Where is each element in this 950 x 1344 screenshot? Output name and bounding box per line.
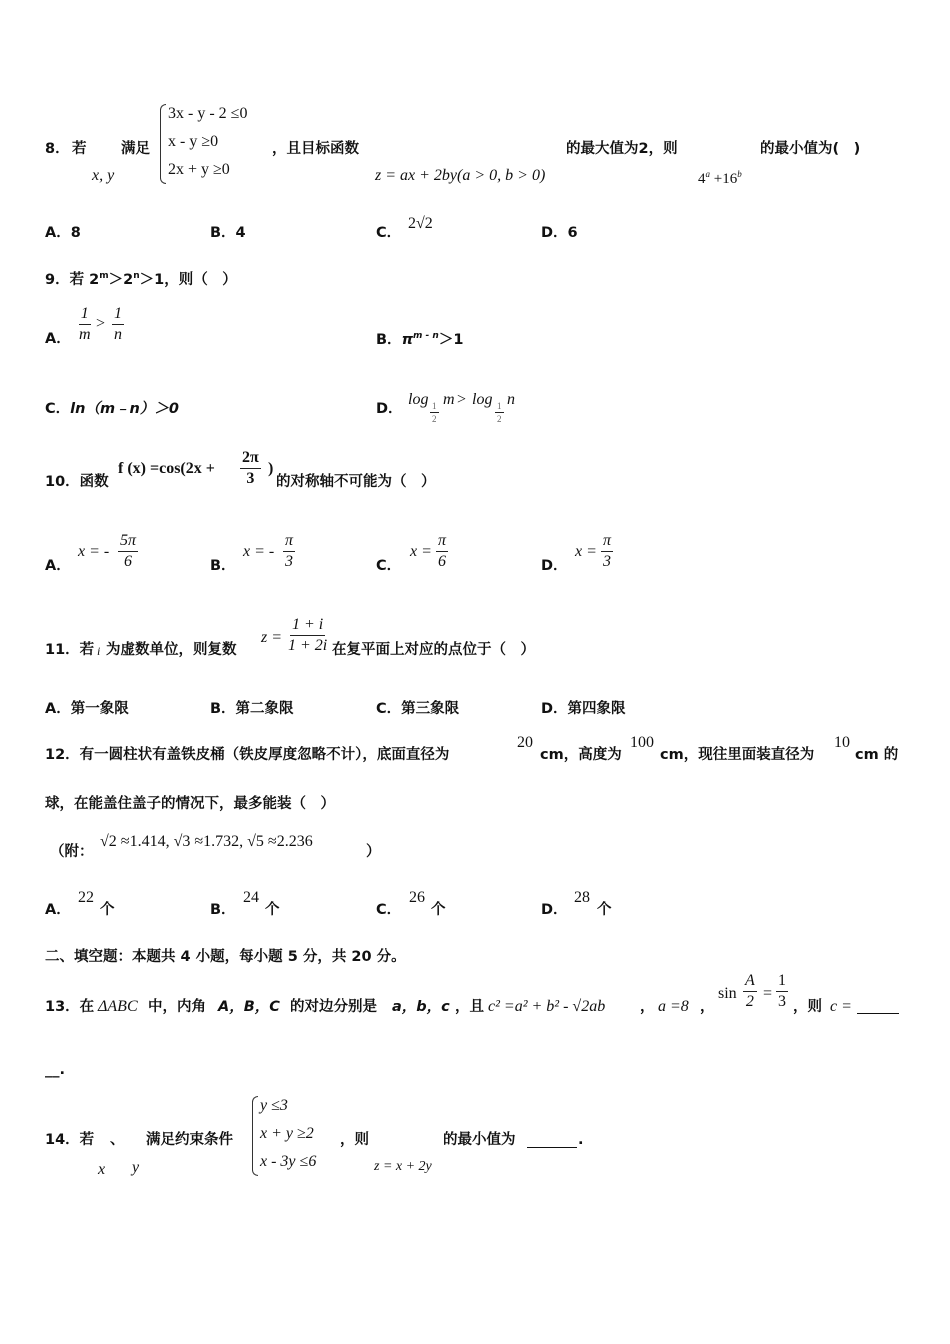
q12-option-d-label[interactable]: D． xyxy=(541,902,568,918)
q10-option-c-label[interactable]: C． xyxy=(376,558,402,574)
q14-constraint-2: x + y ≥2 xyxy=(260,1125,314,1142)
q10-d-pre: x = xyxy=(575,543,597,560)
q11-tail: 在复平面上对应的点位于（ ） xyxy=(332,642,535,658)
q13-stem: 13．在 xyxy=(45,999,95,1015)
q10-option-d-label[interactable]: D． xyxy=(541,558,568,574)
q13-equation: c² =a² + b² - √2ab xyxy=(488,998,606,1015)
q14-x: x xyxy=(98,1161,106,1178)
q11-option-b[interactable]: B．第二象限 xyxy=(210,701,294,717)
q8-constraint-2: x - y ≥0 xyxy=(168,133,219,150)
q10-b-pre: x = - xyxy=(243,543,275,560)
q12-stem: 12．有一圆柱状有盖铁皮桶（铁皮厚度忽略不计），底面直径为 xyxy=(45,747,450,763)
q13-value-frac: $\frac{1}{3}$ xyxy=(778,972,786,1010)
section-2-heading: 二、填空题：本题共 4 小题，每小题 5 分，共 20 分。 xyxy=(45,949,406,965)
q12-cm2: cm，现往里面装直径为 xyxy=(660,747,815,763)
q14-mid: 满足约束条件 xyxy=(146,1132,233,1148)
q12-cm3: cm 的 xyxy=(855,747,899,763)
q9-d-gt: > xyxy=(457,391,467,408)
q10-b-frac: $\frac{\pi}{3}$ xyxy=(285,532,294,570)
q9-option-a-label[interactable]: A． xyxy=(45,331,71,347)
q9-a-frac-2: $\frac{1}{n}$ xyxy=(114,305,122,343)
q14-brace xyxy=(252,1096,258,1176)
q8-option-c-label[interactable]: C． xyxy=(376,225,402,241)
q11-option-c[interactable]: C．第三象限 xyxy=(376,701,460,717)
q8-expression: $4^a +16^b$ xyxy=(698,169,742,187)
q10-frac: $\frac{2\pi}{3}$ xyxy=(242,449,259,487)
q8-objective: z = ax + 2by(a > 0, b > 0) xyxy=(375,167,546,184)
q10-option-b-label[interactable]: B． xyxy=(210,558,236,574)
q8-ruo: 若 xyxy=(72,141,87,157)
q9-option-b[interactable]: B．$\pi^{m - n}>1$ xyxy=(376,331,464,348)
q13-sin: sin xyxy=(718,985,737,1002)
q10-close: ) xyxy=(268,460,274,477)
q11-option-d[interactable]: D．第四象限 xyxy=(541,701,626,717)
q14-stem: 14．若 xyxy=(45,1132,95,1148)
q14-y: y xyxy=(132,1159,140,1176)
q9-stem: 9．若 $2^m>2^n>1$，则（ ） xyxy=(45,271,237,288)
q8-constraint-1: 3x - y - 2 ≤0 xyxy=(168,105,248,122)
q8-vars: x, y xyxy=(92,167,115,184)
q8-max: 的最大值为2，则 xyxy=(566,141,678,157)
q10-stem: 10．函数 xyxy=(45,474,109,490)
q9-d-m: m xyxy=(443,391,455,408)
q14-tail: 的最小值为 xyxy=(443,1132,516,1148)
q12-ball-diameter: 10 xyxy=(834,734,850,751)
q13-sides: a，b，c xyxy=(392,999,450,1015)
q13-then: ，则 xyxy=(793,999,822,1015)
q13-answer-blank-cont[interactable]: __. xyxy=(45,1062,66,1078)
q10-a-pre: x = - xyxy=(78,543,110,560)
q14-objective: z = x + 2y xyxy=(374,1159,432,1174)
q10-func: f (x) =cos(2x + xyxy=(118,460,215,477)
q12-option-c-value: 26 xyxy=(409,889,425,906)
q8-mid: ，且目标函数 xyxy=(272,141,359,157)
q10-d-frac: $\frac{\pi}{3}$ xyxy=(603,532,612,570)
q10-tail: 的对称轴不可能为（ ） xyxy=(276,474,436,490)
q8-option-a[interactable]: A．8 xyxy=(45,225,81,241)
q8-option-b[interactable]: B．4 xyxy=(210,225,246,241)
q12-note-close: ） xyxy=(366,844,381,860)
q12-height: 100 xyxy=(630,734,654,751)
q13-comma: ， xyxy=(640,999,655,1015)
q12-cm1: cm，高度为 xyxy=(540,747,622,763)
q12-option-d-unit: 个 xyxy=(597,902,612,918)
q8-end: 的最小值为( ) xyxy=(760,141,861,157)
q14-then: ，则 xyxy=(340,1132,369,1148)
q14-dun: 、 xyxy=(110,1132,125,1148)
q13-comma2: ， xyxy=(700,999,715,1015)
q12-option-c-label[interactable]: C． xyxy=(376,902,402,918)
q13-triangle: ΔABC xyxy=(98,998,138,1015)
q13-eq: = xyxy=(763,985,773,1002)
q12-note-math: √2 ≈1.414, √3 ≈1.732, √5 ≈2.236 xyxy=(100,833,313,850)
q12-option-b-value: 24 xyxy=(243,889,259,906)
q11-i: i xyxy=(97,644,101,658)
q13-answer-blank[interactable] xyxy=(857,1013,899,1014)
q10-option-a-label[interactable]: A． xyxy=(45,558,71,574)
q12-option-a-label[interactable]: A． xyxy=(45,902,71,918)
q8-option-c-value: 2√2 xyxy=(408,215,433,232)
q14-constraint-3: x - 3y ≤6 xyxy=(260,1153,317,1170)
q12-option-c-unit: 个 xyxy=(431,902,446,918)
q12-note-open: （附： xyxy=(50,844,94,860)
q13-angles: A，B，C xyxy=(218,999,280,1015)
q9-option-c[interactable]: C．ln（m﹣n）＞0 xyxy=(45,401,179,417)
q12-option-a-unit: 个 xyxy=(100,902,115,918)
q8-number: 8． xyxy=(45,141,70,157)
q12-line2: 球，在能盖住盖子的情况下，最多能装（ ） xyxy=(45,796,335,812)
q11-mid: 为虚数单位，则复数 xyxy=(106,642,237,658)
q8-brace xyxy=(160,104,166,184)
q12-option-a-value: 22 xyxy=(78,889,94,906)
q12-option-d-value: 28 xyxy=(574,889,590,906)
q9-option-d-label[interactable]: D． xyxy=(376,401,403,417)
q14-end: . xyxy=(578,1132,584,1148)
q14-constraint-1: y ≤3 xyxy=(260,1097,288,1114)
q9-d-base-2: $\frac{1}{2}$ xyxy=(497,401,502,425)
q9-d-base-1: $\frac{1}{2}$ xyxy=(432,401,437,425)
q13-mid: 中，内角 xyxy=(148,999,206,1015)
q12-diameter: 20 xyxy=(517,734,533,751)
q11-z: z = xyxy=(261,629,283,646)
q13-c-eq: c = xyxy=(830,998,852,1015)
q11-stem: 11．若 xyxy=(45,642,95,658)
q14-answer-blank[interactable] xyxy=(527,1147,577,1148)
q9-a-gt: > xyxy=(96,315,106,332)
q10-c-pre: x = xyxy=(410,543,432,560)
q8-constraint-3: 2x + y ≥0 xyxy=(168,161,230,178)
q8-option-d[interactable]: D．6 xyxy=(541,225,578,241)
q11-option-a[interactable]: A．第一象限 xyxy=(45,701,129,717)
q12-option-b-label[interactable]: B． xyxy=(210,902,236,918)
q13-and: ，且 xyxy=(455,999,484,1015)
q13-mid2: 的对边分别是 xyxy=(290,999,377,1015)
q11-frac: $\frac{1 + i}{1 + 2i}$ xyxy=(288,616,328,654)
q13-sin-frac: $\frac{A}{2}$ xyxy=(745,972,755,1010)
q10-a-frac: $\frac{5\pi}{6}$ xyxy=(120,532,137,570)
q9-d-n: n xyxy=(507,391,515,408)
q9-d-log-2: log xyxy=(472,391,493,408)
q10-c-frac: $\frac{\pi}{6}$ xyxy=(438,532,447,570)
q12-option-b-unit: 个 xyxy=(265,902,280,918)
q9-a-frac-1: $\frac{1}{m}$ xyxy=(79,305,91,343)
q13-a-value: a =8 xyxy=(658,998,689,1015)
q8-manzu: 满足 xyxy=(121,141,150,157)
q9-d-log-1: log xyxy=(408,391,429,408)
